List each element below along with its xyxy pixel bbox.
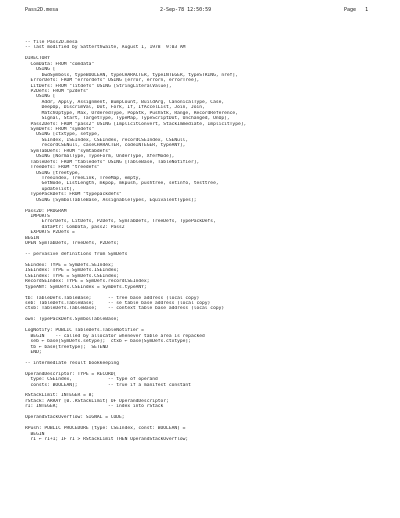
code-line: OPEN SymTabDefs, TreeDefs, P2Defs; — [25, 241, 120, 247]
code-line: updatelist], — [25, 186, 75, 192]
code-line: BEGIN — [25, 431, 45, 437]
code-line: SEIndex: TYPE = SymDefs.SEIndex; — [25, 262, 114, 268]
code-line: ctxb: TableDefs.TableBase; -- context table base address (local copy) — [25, 306, 225, 312]
code-line: LitDefs: FROM "litdefs" USING [StringLiteralValue], — [25, 83, 172, 89]
code-line: consts: BOOLEAN]; -- true if a manifest constant — [25, 382, 191, 388]
code-line: tb: TableDefs.TableBase; -- tree base address (local copy) — [25, 295, 200, 301]
code-line: USING [SymbolTableBase, AssignableTypes, EquivalentTypes]; — [25, 197, 197, 203]
code-line: tb ← base[treetype]; SETEND — [25, 344, 108, 350]
code-line: TypePackDefs: FROM "typepackdefs" — [25, 192, 122, 198]
header-page-number: Page 1 — [344, 7, 369, 13]
header-file-name: Pass2D.mesa — [25, 7, 59, 13]
code-line: BEGIN -- called by allocator whenever table area is repacked — [25, 333, 205, 339]
code-line: Pass2Defs: FROM "pass2" USING [ImplicitConvert, StackImmediate, ImplicitType], — [25, 121, 247, 127]
code-line: seb: TableDefs.TableBase; -- se table base address (local copy) — [25, 301, 211, 306]
code-line: USING [ — [25, 67, 56, 73]
code-line: rStack: ARRAY [0..RStackLimit] OF OperandDescriptor; — [25, 398, 169, 404]
code-line: Signal, Start, TargetType, TypeMap, TypeScriptDot, Unchanged, UnOp], — [25, 116, 230, 122]
code-line: Addr, Apply, Assignment, BumpCount, BuildArg, CanonicalType, Case, — [25, 99, 225, 105]
code-line: SymDefs: FROM "symdefs" — [25, 127, 95, 132]
code-line: recordCSENull, caseCHARACTER, codeINTEGER, typeANY], — [25, 143, 186, 149]
code-line: -- pervasive definitions from SymDefs — [25, 252, 128, 258]
code-line: -- last modified by Satterthwaite, August 1, 1978 9:03 AM — [25, 45, 186, 51]
code-line: DeepOp, DiscrimVal, Dot, Fork, If, IfAccelList, Join, Join, — [25, 105, 205, 111]
code-line: ISEIndex: TYPE = SymDefs.ISEIndex; — [25, 268, 120, 274]
code-line: USING [NormalType, TypeForm, UnderType, XferMode], — [25, 154, 175, 160]
code-line: IMPORTS — [25, 214, 50, 219]
code-line: typeANY: SymDefs.CSEIndex = SymDefs.typeANY; — [25, 284, 147, 290]
code-line: seb ← base[SymDefs.setype]; ctxb ← base[SymDefs.ctxtype]; — [25, 339, 191, 345]
code-line: BEGIN — [25, 235, 39, 241]
code-line: P2Defs: FROM "p2defs" — [25, 88, 89, 94]
source-listing — [25, 40, 395, 442]
code-line: RecordSEIndex: TYPE = SymDefs.recordCSEIndex; — [25, 279, 150, 285]
code-line: TreeIndex, TreeLink, TreeMap, empty, — [25, 175, 142, 181]
header-timestamp: 2-Sep-78 12:50:59 — [160, 7, 212, 13]
code-line: TableDefs: FROM "tabledefs" USING [TableBase, TableNotifier], — [25, 159, 200, 165]
code-line: bwdSymbols, typeBOOLEAN, typeCHARACTER, typeINTEGER, typeSTRING, nref], — [25, 72, 238, 78]
code-line: SymTabDefs: FROM "symtabdefs" — [25, 148, 111, 154]
code-line: DIRECTORY — [25, 56, 50, 62]
code-line: SEIndex, ISEIndex, CSEIndex, recordCSEIndex, CSENull, — [25, 137, 189, 143]
code-line: ErrorDefs, LitDefs, P2Defs, SymTabDefs, TreeDefs, TypePackDefs, — [25, 219, 216, 225]
code-line: USING [ctxtype, setype, — [25, 132, 100, 138]
code-line: USING [treetype, — [25, 170, 81, 176]
code-line: RPush: PUBLIC PROCEDURE [type: CSEIndex, const: BOOLEAN] = — [25, 426, 186, 432]
code-line: EXPORTS P2Defs = — [25, 230, 75, 236]
code-line: Pass2D: PROGRAM — [25, 208, 67, 214]
code-line: ErrorDefs: FROM "errordefs" USING [error, errorn, errorTree], — [25, 78, 200, 84]
code-line: TreeDefs: FROM "treedefs" — [25, 165, 100, 171]
code-line: ComData: FROM "comdata" — [25, 61, 95, 67]
code-line: -- file Pass2D.mesa — [25, 40, 78, 45]
code-line: OperandStackOverflow: SIGNAL = CODE; — [25, 415, 125, 421]
code-line: OperandDescriptor: TYPE = RECORD[ — [25, 371, 117, 377]
code-line: GetNode, ListLength, mkpop, mkpush, pushtree, setinfo, testtree, — [25, 181, 219, 187]
code-line: type: CSEIndex, -- type of operand — [25, 377, 158, 383]
code-line: own: TypePackDefs.SymbolTableBase; — [25, 317, 120, 323]
code-line: rI: INTEGER; -- index into rStack — [25, 404, 164, 410]
code-line: USING [ — [25, 94, 56, 100]
code-line: MatchOptype, Max, OrderedType, PopStk, PushStk, Range, RecordReference, — [25, 110, 238, 116]
code-line: LogNotify: PUBLIC TableDefs.TableNotifier = — [25, 328, 144, 334]
code-line: -- intermediate result bookkeeping — [25, 360, 120, 366]
code-line: dataPtr: ComData, pass2: Pass2 — [25, 224, 125, 230]
code-line: CSEIndex: TYPE = SymDefs.CSEIndex; — [25, 273, 120, 279]
code-line: RStackLimit: INTEGER = 8; — [25, 393, 95, 399]
code-line: END; — [25, 349, 42, 355]
code-line: rI ← rI+1; IF rI > RStackLimit THEN OperandStackOverflow; — [25, 436, 189, 442]
